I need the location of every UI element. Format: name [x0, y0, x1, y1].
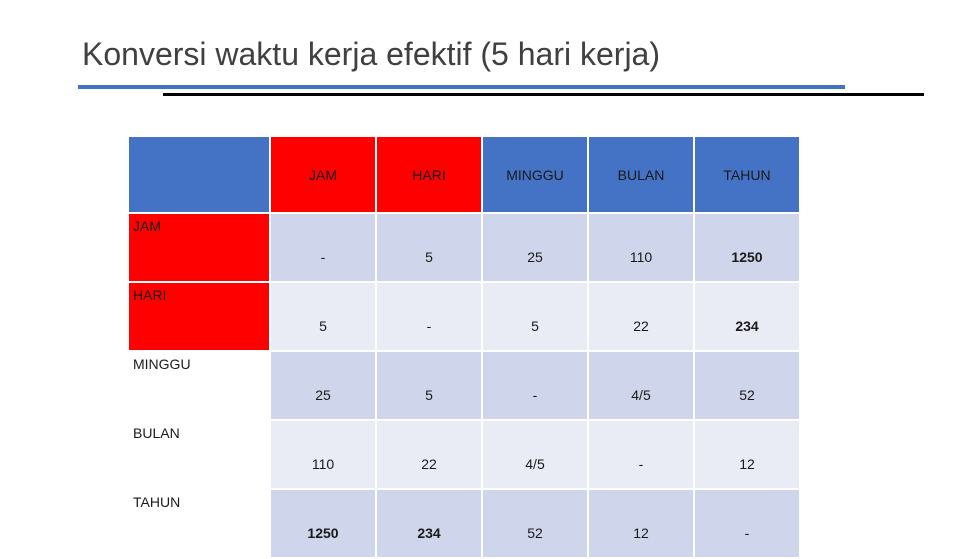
table-cell: 5: [376, 213, 482, 282]
table-cell: 5: [376, 351, 482, 420]
table-row: [128, 282, 800, 351]
table-cell: 22: [376, 420, 482, 489]
table-cell: 234: [694, 282, 800, 351]
table-cell: 234: [376, 489, 482, 558]
table-cell: 22: [588, 282, 694, 351]
table-cell: -: [270, 213, 376, 282]
table-cell: 5: [270, 282, 376, 351]
table-cell: 4/5: [482, 420, 588, 489]
table-cell: 1250: [694, 213, 800, 282]
table-header-row: [128, 136, 800, 213]
table-cell: 52: [694, 351, 800, 420]
table-corner-cell: [128, 136, 270, 213]
conversion-table: [127, 135, 801, 559]
table-cell: 12: [694, 420, 800, 489]
row-header-jam: JAM: [128, 213, 270, 282]
table-cell: 12: [588, 489, 694, 558]
title-underline-black: [163, 93, 924, 96]
table-row: [128, 213, 800, 282]
table-cell: -: [694, 489, 800, 558]
row-header-bulan: BULAN: [128, 420, 270, 489]
row-header-tahun: TAHUN: [128, 489, 270, 558]
column-header-jam: JAM: [270, 136, 376, 213]
table-row: [128, 489, 800, 558]
column-header-minggu: MINGGU: [482, 136, 588, 213]
table-cell: 4/5: [588, 351, 694, 420]
row-header-minggu: MINGGU: [128, 351, 270, 420]
table-cell: 25: [482, 213, 588, 282]
column-header-hari: HARI: [376, 136, 482, 213]
column-header-tahun: TAHUN: [694, 136, 800, 213]
slide-title: Konversi waktu kerja efektif (5 hari kerja): [82, 36, 660, 72]
table-row: [128, 351, 800, 420]
row-header-hari: HARI: [128, 282, 270, 351]
table-cell: 5: [482, 282, 588, 351]
column-header-bulan: BULAN: [588, 136, 694, 213]
title-underline-blue: [78, 85, 845, 89]
table-cell: -: [588, 420, 694, 489]
table-cell: 1250: [270, 489, 376, 558]
table-cell: 110: [588, 213, 694, 282]
table-cell: 52: [482, 489, 588, 558]
table-cell: 110: [270, 420, 376, 489]
table-cell: -: [482, 351, 588, 420]
table-cell: 25: [270, 351, 376, 420]
table-cell: -: [376, 282, 482, 351]
table-row: [128, 420, 800, 489]
